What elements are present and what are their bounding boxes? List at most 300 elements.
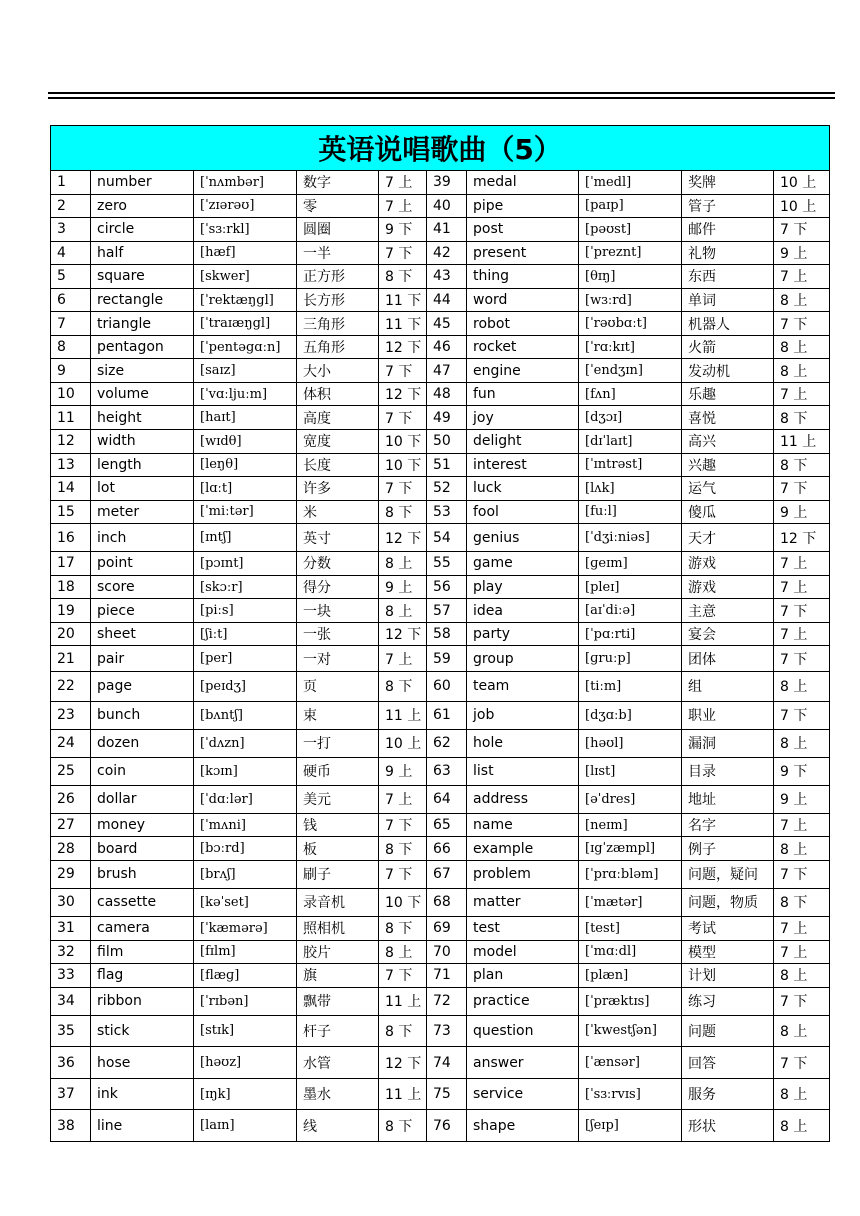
left-grade-level: 8 下	[379, 265, 427, 289]
right-grade-level: 7 上	[774, 813, 830, 837]
left-entry-number: 35	[51, 1015, 91, 1047]
left-phonetic: [ˈvɑːljuːm]	[194, 382, 297, 406]
right-english-word: rocket	[467, 335, 579, 359]
left-grade-level: 9 下	[379, 218, 427, 242]
right-phonetic: [dɪˈlaɪt]	[579, 430, 682, 454]
right-phonetic: [dʒɑːb]	[579, 701, 682, 729]
table-row	[51, 406, 830, 430]
left-grade-level: 10 下	[379, 430, 427, 454]
right-entry-number: 52	[427, 477, 467, 501]
left-english-word: stick	[91, 1015, 194, 1047]
left-grade-level: 8 下	[379, 1015, 427, 1047]
left-chinese-meaning: 一张	[297, 622, 379, 646]
left-phonetic: [ˈsɜːrkl]	[194, 218, 297, 242]
left-grade-level: 10 下	[379, 453, 427, 477]
left-entry-number: 11	[51, 406, 91, 430]
right-chinese-meaning: 形状	[682, 1110, 774, 1142]
right-english-word: team	[467, 671, 579, 701]
left-grade-level: 8 上	[379, 599, 427, 623]
right-entry-number: 48	[427, 382, 467, 406]
table-row	[51, 1015, 830, 1047]
left-phonetic: [fɪlm]	[194, 940, 297, 964]
left-phonetic: [saɪz]	[194, 359, 297, 383]
left-chinese-meaning: 圆圈	[297, 218, 379, 242]
left-chinese-meaning: 五角形	[297, 335, 379, 359]
right-chinese-meaning: 奖牌	[682, 171, 774, 195]
right-phonetic: [paɪp]	[579, 194, 682, 218]
right-chinese-meaning: 宴会	[682, 622, 774, 646]
right-phonetic: [ˈrəʊbɑːt]	[579, 312, 682, 336]
right-phonetic: [lʌk]	[579, 477, 682, 501]
right-entry-number: 62	[427, 729, 467, 757]
right-entry-number: 61	[427, 701, 467, 729]
right-entry-number: 76	[427, 1110, 467, 1142]
left-phonetic: [ɪŋk]	[194, 1078, 297, 1110]
table-row	[51, 453, 830, 477]
right-entry-number: 53	[427, 500, 467, 524]
left-phonetic: [kəˈset]	[194, 888, 297, 916]
right-phonetic: [ʃeɪp]	[579, 1110, 682, 1142]
right-english-word: practice	[467, 987, 579, 1015]
left-chinese-meaning: 照相机	[297, 916, 379, 940]
table-row	[51, 860, 830, 888]
right-english-word: thing	[467, 265, 579, 289]
left-english-word: line	[91, 1110, 194, 1142]
right-grade-level: 7 上	[774, 916, 830, 940]
left-chinese-meaning: 正方形	[297, 265, 379, 289]
right-phonetic: [wɜːrd]	[579, 288, 682, 312]
left-english-word: bunch	[91, 701, 194, 729]
right-grade-level: 7 上	[774, 382, 830, 406]
right-english-word: robot	[467, 312, 579, 336]
left-grade-level: 7 下	[379, 860, 427, 888]
right-chinese-meaning: 火箭	[682, 335, 774, 359]
right-chinese-meaning: 目录	[682, 757, 774, 785]
table-row	[51, 359, 830, 383]
left-english-word: pentagon	[91, 335, 194, 359]
right-phonetic: [ˈsɜːrvɪs]	[579, 1078, 682, 1110]
right-english-word: medal	[467, 171, 579, 195]
table-row	[51, 552, 830, 576]
right-grade-level: 7 上	[774, 622, 830, 646]
left-entry-number: 31	[51, 916, 91, 940]
right-grade-level: 8 上	[774, 1110, 830, 1142]
table-row	[51, 430, 830, 454]
table-row	[51, 218, 830, 242]
left-phonetic: [həʊz]	[194, 1047, 297, 1079]
right-english-word: answer	[467, 1047, 579, 1079]
left-phonetic: [flæɡ]	[194, 964, 297, 988]
left-chinese-meaning: 刷子	[297, 860, 379, 888]
left-entry-number: 4	[51, 241, 91, 265]
left-english-word: rectangle	[91, 288, 194, 312]
table-row	[51, 888, 830, 916]
left-phonetic: [haɪt]	[194, 406, 297, 430]
right-english-word: word	[467, 288, 579, 312]
left-english-word: volume	[91, 382, 194, 406]
right-grade-level: 7 下	[774, 599, 830, 623]
left-entry-number: 37	[51, 1078, 91, 1110]
table-row	[51, 265, 830, 289]
right-grade-level: 8 上	[774, 359, 830, 383]
right-english-word: name	[467, 813, 579, 837]
left-entry-number: 38	[51, 1110, 91, 1142]
left-english-word: ink	[91, 1078, 194, 1110]
right-grade-level: 9 下	[774, 757, 830, 785]
right-phonetic: [neɪm]	[579, 813, 682, 837]
table-row	[51, 916, 830, 940]
left-chinese-meaning: 页	[297, 671, 379, 701]
left-grade-level: 12 下	[379, 382, 427, 406]
left-grade-level: 7 上	[379, 785, 427, 813]
left-grade-level: 10 下	[379, 888, 427, 916]
right-english-word: luck	[467, 477, 579, 501]
left-grade-level: 8 下	[379, 837, 427, 861]
table-row	[51, 1047, 830, 1079]
left-grade-level: 7 下	[379, 359, 427, 383]
right-grade-level: 8 上	[774, 335, 830, 359]
left-english-word: half	[91, 241, 194, 265]
left-phonetic: [bʌntʃ]	[194, 701, 297, 729]
left-phonetic: [skɔːr]	[194, 575, 297, 599]
left-english-word: pair	[91, 646, 194, 672]
left-entry-number: 36	[51, 1047, 91, 1079]
right-chinese-meaning: 考试	[682, 916, 774, 940]
left-chinese-meaning: 高度	[297, 406, 379, 430]
left-phonetic: [kɔɪn]	[194, 757, 297, 785]
left-grade-level: 7 下	[379, 241, 427, 265]
left-entry-number: 28	[51, 837, 91, 861]
right-entry-number: 46	[427, 335, 467, 359]
left-chinese-meaning: 许多	[297, 477, 379, 501]
left-chinese-meaning: 英寸	[297, 524, 379, 552]
left-phonetic: [hæf]	[194, 241, 297, 265]
left-phonetic: [stɪk]	[194, 1015, 297, 1047]
right-entry-number: 45	[427, 312, 467, 336]
left-grade-level: 8 上	[379, 940, 427, 964]
left-grade-level: 7 上	[379, 171, 427, 195]
left-grade-level: 11 上	[379, 1078, 427, 1110]
right-english-word: job	[467, 701, 579, 729]
right-phonetic: [ˈrɑːkɪt]	[579, 335, 682, 359]
left-phonetic: [ˈkæmərə]	[194, 916, 297, 940]
left-chinese-meaning: 一块	[297, 599, 379, 623]
right-chinese-meaning: 组	[682, 671, 774, 701]
left-english-word: zero	[91, 194, 194, 218]
right-chinese-meaning: 礼物	[682, 241, 774, 265]
left-phonetic: [ˈmiːtər]	[194, 500, 297, 524]
left-entry-number: 19	[51, 599, 91, 623]
left-english-word: score	[91, 575, 194, 599]
right-chinese-meaning: 喜悦	[682, 406, 774, 430]
left-entry-number: 6	[51, 288, 91, 312]
right-chinese-meaning: 服务	[682, 1078, 774, 1110]
left-english-word: camera	[91, 916, 194, 940]
left-chinese-meaning: 线	[297, 1110, 379, 1142]
table-row	[51, 194, 830, 218]
right-grade-level: 8 上	[774, 729, 830, 757]
table-row	[51, 757, 830, 785]
left-phonetic: [skwer]	[194, 265, 297, 289]
right-grade-level: 8 下	[774, 888, 830, 916]
left-entry-number: 8	[51, 335, 91, 359]
right-entry-number: 67	[427, 860, 467, 888]
right-entry-number: 70	[427, 940, 467, 964]
left-english-word: dollar	[91, 785, 194, 813]
table-row	[51, 785, 830, 813]
right-phonetic: [əˈdres]	[579, 785, 682, 813]
right-english-word: post	[467, 218, 579, 242]
right-chinese-meaning: 游戏	[682, 552, 774, 576]
right-english-word: question	[467, 1015, 579, 1047]
left-english-word: length	[91, 453, 194, 477]
right-english-word: engine	[467, 359, 579, 383]
right-chinese-meaning: 发动机	[682, 359, 774, 383]
right-english-word: example	[467, 837, 579, 861]
right-phonetic: [dʒɔɪ]	[579, 406, 682, 430]
left-grade-level: 8 下	[379, 916, 427, 940]
right-english-word: idea	[467, 599, 579, 623]
table-row	[51, 500, 830, 524]
table-row	[51, 837, 830, 861]
right-chinese-meaning: 地址	[682, 785, 774, 813]
left-entry-number: 26	[51, 785, 91, 813]
left-english-word: meter	[91, 500, 194, 524]
left-english-word: piece	[91, 599, 194, 623]
header-rule-bottom	[48, 97, 835, 99]
left-grade-level: 9 上	[379, 575, 427, 599]
header-rule-top	[48, 92, 835, 94]
right-entry-number: 71	[427, 964, 467, 988]
left-entry-number: 14	[51, 477, 91, 501]
table-row	[51, 524, 830, 552]
right-english-word: genius	[467, 524, 579, 552]
left-english-word: film	[91, 940, 194, 964]
right-grade-level: 7 上	[774, 552, 830, 576]
right-phonetic: [ɡeɪm]	[579, 552, 682, 576]
right-entry-number: 40	[427, 194, 467, 218]
left-entry-number: 18	[51, 575, 91, 599]
right-english-word: group	[467, 646, 579, 672]
left-english-word: brush	[91, 860, 194, 888]
left-entry-number: 22	[51, 671, 91, 701]
right-phonetic: [ˈpɑːrti]	[579, 622, 682, 646]
left-entry-number: 21	[51, 646, 91, 672]
left-entry-number: 5	[51, 265, 91, 289]
left-entry-number: 23	[51, 701, 91, 729]
left-chinese-meaning: 板	[297, 837, 379, 861]
right-grade-level: 7 下	[774, 312, 830, 336]
left-grade-level: 11 下	[379, 312, 427, 336]
left-chinese-meaning: 大小	[297, 359, 379, 383]
left-chinese-meaning: 水管	[297, 1047, 379, 1079]
left-grade-level: 7 上	[379, 194, 427, 218]
left-grade-level: 8 下	[379, 1110, 427, 1142]
table-title: 英语说唱歌曲（5）	[51, 126, 830, 171]
left-english-word: sheet	[91, 622, 194, 646]
left-english-word: dozen	[91, 729, 194, 757]
left-english-word: ribbon	[91, 987, 194, 1015]
right-grade-level: 12 下	[774, 524, 830, 552]
left-grade-level: 11 上	[379, 987, 427, 1015]
left-phonetic: [ˈnʌmbər]	[194, 171, 297, 195]
table-row	[51, 477, 830, 501]
right-grade-level: 8 上	[774, 288, 830, 312]
left-english-word: size	[91, 359, 194, 383]
left-entry-number: 27	[51, 813, 91, 837]
left-grade-level: 12 下	[379, 622, 427, 646]
right-english-word: matter	[467, 888, 579, 916]
right-english-word: list	[467, 757, 579, 785]
left-phonetic: [ˈzɪərəʊ]	[194, 194, 297, 218]
left-entry-number: 30	[51, 888, 91, 916]
right-chinese-meaning: 天才	[682, 524, 774, 552]
right-phonetic: [ˈendʒɪn]	[579, 359, 682, 383]
right-entry-number: 73	[427, 1015, 467, 1047]
right-phonetic: [ˈɪntrəst]	[579, 453, 682, 477]
table-row	[51, 987, 830, 1015]
table-row	[51, 622, 830, 646]
table-row	[51, 1110, 830, 1142]
right-chinese-meaning: 运气	[682, 477, 774, 501]
right-entry-number: 68	[427, 888, 467, 916]
right-chinese-meaning: 问题	[682, 1015, 774, 1047]
left-entry-number: 1	[51, 171, 91, 195]
right-english-word: test	[467, 916, 579, 940]
right-grade-level: 8 上	[774, 1078, 830, 1110]
right-phonetic: [ˈpræktɪs]	[579, 987, 682, 1015]
left-english-word: height	[91, 406, 194, 430]
right-entry-number: 75	[427, 1078, 467, 1110]
left-phonetic: [pɔɪnt]	[194, 552, 297, 576]
right-grade-level: 9 上	[774, 500, 830, 524]
left-chinese-meaning: 米	[297, 500, 379, 524]
vocabulary-table	[50, 125, 830, 1142]
left-phonetic: [laɪn]	[194, 1110, 297, 1142]
left-phonetic: [per]	[194, 646, 297, 672]
left-chinese-meaning: 一半	[297, 241, 379, 265]
right-grade-level: 7 上	[774, 265, 830, 289]
right-chinese-meaning: 机器人	[682, 312, 774, 336]
right-chinese-meaning: 回答	[682, 1047, 774, 1079]
left-chinese-meaning: 数字	[297, 171, 379, 195]
right-entry-number: 39	[427, 171, 467, 195]
left-chinese-meaning: 硬币	[297, 757, 379, 785]
right-english-word: fool	[467, 500, 579, 524]
left-phonetic: [lɑːt]	[194, 477, 297, 501]
left-grade-level: 7 下	[379, 406, 427, 430]
left-chinese-meaning: 墨水	[297, 1078, 379, 1110]
right-phonetic: [ɡruːp]	[579, 646, 682, 672]
table-row	[51, 671, 830, 701]
left-english-word: point	[91, 552, 194, 576]
left-phonetic: [peɪdʒ]	[194, 671, 297, 701]
right-english-word: model	[467, 940, 579, 964]
left-phonetic: [ˈpentəgɑːn]	[194, 335, 297, 359]
right-chinese-meaning: 高兴	[682, 430, 774, 454]
left-chinese-meaning: 录音机	[297, 888, 379, 916]
right-english-word: game	[467, 552, 579, 576]
left-entry-number: 24	[51, 729, 91, 757]
right-grade-level: 8 上	[774, 837, 830, 861]
left-chinese-meaning: 胶片	[297, 940, 379, 964]
left-grade-level: 11 上	[379, 701, 427, 729]
right-english-word: joy	[467, 406, 579, 430]
right-grade-level: 7 下	[774, 701, 830, 729]
right-entry-number: 44	[427, 288, 467, 312]
left-entry-number: 25	[51, 757, 91, 785]
right-entry-number: 74	[427, 1047, 467, 1079]
right-entry-number: 54	[427, 524, 467, 552]
left-phonetic: [ʃiːt]	[194, 622, 297, 646]
left-english-word: lot	[91, 477, 194, 501]
right-grade-level: 9 上	[774, 241, 830, 265]
left-chinese-meaning: 束	[297, 701, 379, 729]
left-entry-number: 32	[51, 940, 91, 964]
right-entry-number: 56	[427, 575, 467, 599]
right-grade-level: 10 上	[774, 194, 830, 218]
table-row	[51, 701, 830, 729]
right-chinese-meaning: 游戏	[682, 575, 774, 599]
right-entry-number: 49	[427, 406, 467, 430]
table-row	[51, 646, 830, 672]
left-chinese-meaning: 美元	[297, 785, 379, 813]
table-row	[51, 382, 830, 406]
right-entry-number: 51	[427, 453, 467, 477]
left-grade-level: 7 下	[379, 964, 427, 988]
left-chinese-meaning: 三角形	[297, 312, 379, 336]
left-grade-level: 8 下	[379, 500, 427, 524]
right-chinese-meaning: 邮件	[682, 218, 774, 242]
left-grade-level: 12 下	[379, 524, 427, 552]
right-english-word: delight	[467, 430, 579, 454]
right-english-word: problem	[467, 860, 579, 888]
right-entry-number: 47	[427, 359, 467, 383]
right-english-word: shape	[467, 1110, 579, 1142]
right-grade-level: 7 上	[774, 575, 830, 599]
left-grade-level: 11 下	[379, 288, 427, 312]
left-chinese-meaning: 一打	[297, 729, 379, 757]
left-phonetic: [ɪntʃ]	[194, 524, 297, 552]
left-grade-level: 7 下	[379, 477, 427, 501]
left-english-word: money	[91, 813, 194, 837]
left-english-word: page	[91, 671, 194, 701]
left-entry-number: 7	[51, 312, 91, 336]
left-entry-number: 10	[51, 382, 91, 406]
left-grade-level: 8 下	[379, 671, 427, 701]
left-english-word: flag	[91, 964, 194, 988]
right-english-word: party	[467, 622, 579, 646]
left-english-word: number	[91, 171, 194, 195]
right-chinese-meaning: 单词	[682, 288, 774, 312]
right-entry-number: 64	[427, 785, 467, 813]
right-grade-level: 8 上	[774, 1015, 830, 1047]
right-phonetic: [həʊl]	[579, 729, 682, 757]
right-grade-level: 7 下	[774, 218, 830, 242]
left-phonetic: [bɔːrd]	[194, 837, 297, 861]
left-grade-level: 7 上	[379, 646, 427, 672]
right-phonetic: [ˈmedl]	[579, 171, 682, 195]
right-entry-number: 55	[427, 552, 467, 576]
left-grade-level: 12 下	[379, 1047, 427, 1079]
left-chinese-meaning: 飘带	[297, 987, 379, 1015]
left-chinese-meaning: 一对	[297, 646, 379, 672]
right-english-word: present	[467, 241, 579, 265]
left-chinese-meaning: 长方形	[297, 288, 379, 312]
right-english-word: fun	[467, 382, 579, 406]
right-chinese-meaning: 练习	[682, 987, 774, 1015]
right-phonetic: [plæn]	[579, 964, 682, 988]
